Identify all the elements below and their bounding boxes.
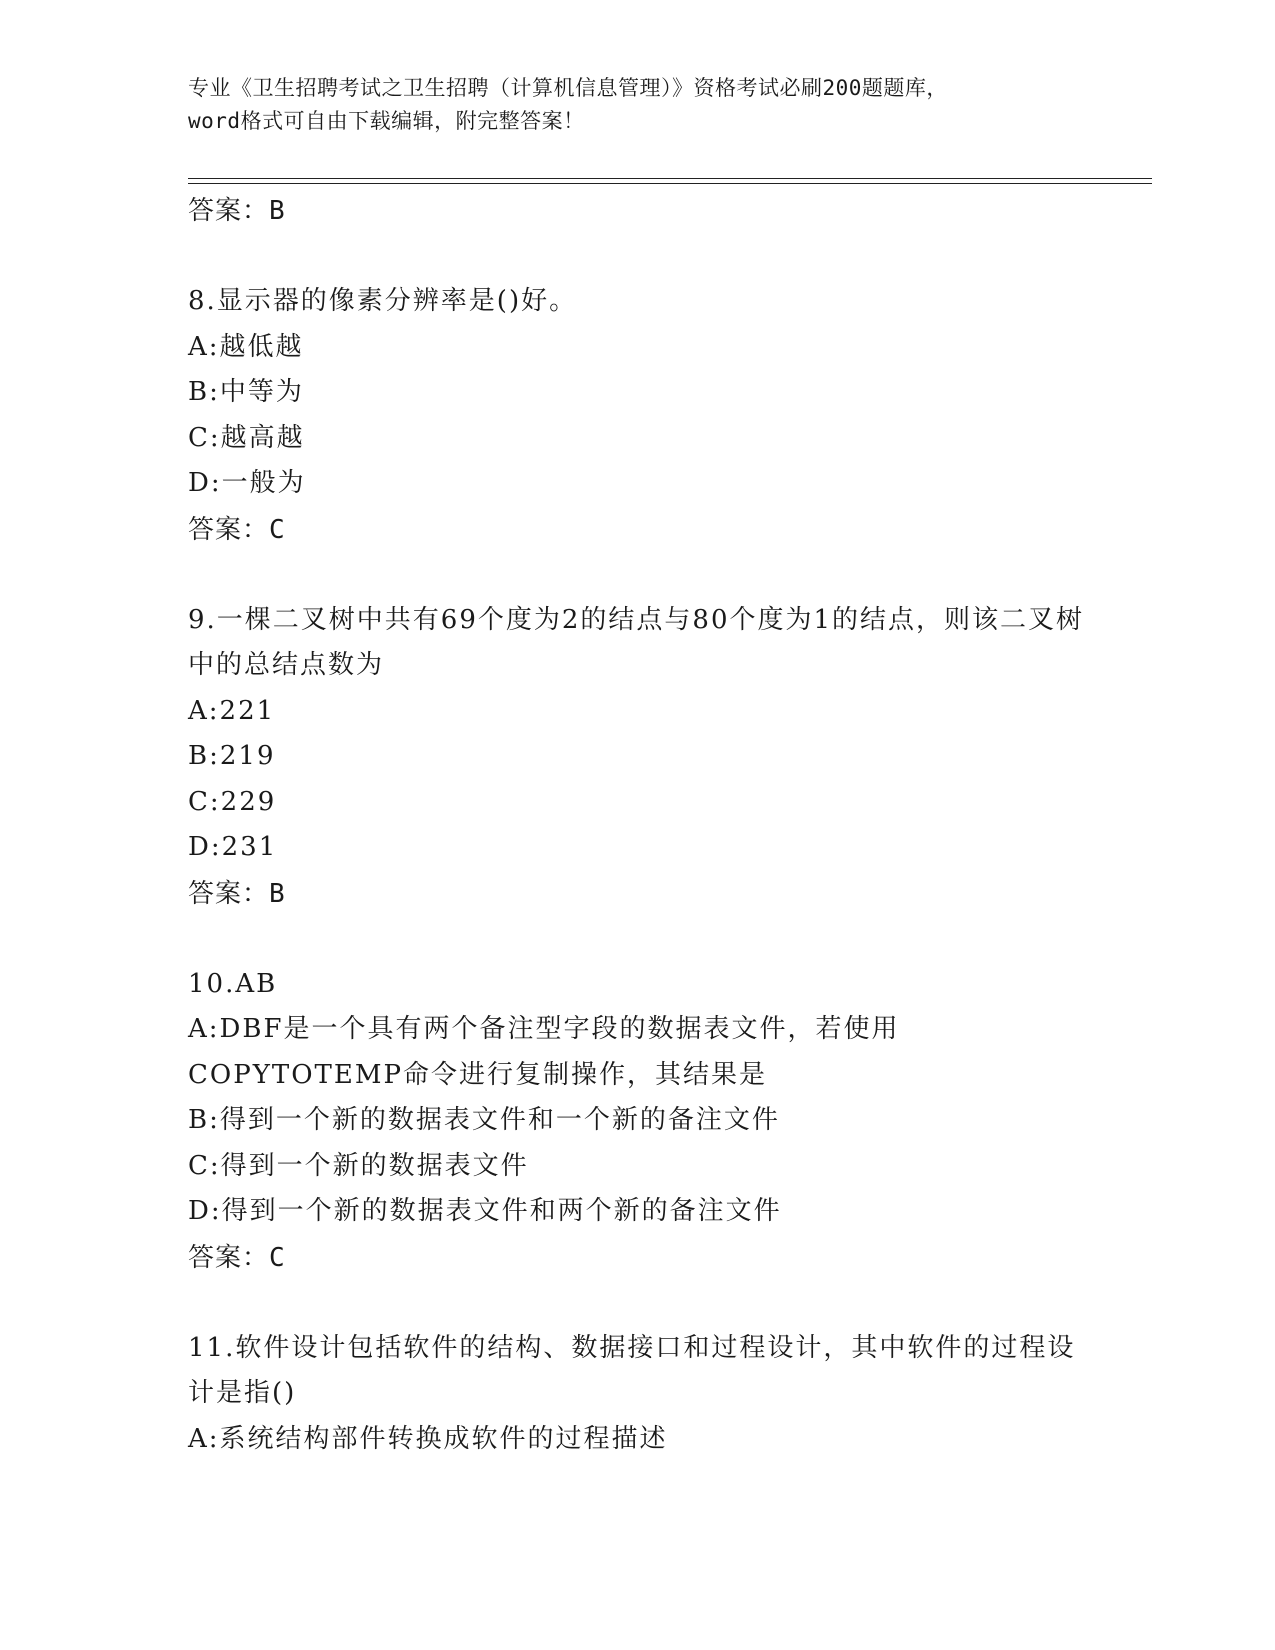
option-b xyxy=(188,1098,1088,1144)
option-letter: B: xyxy=(188,741,220,771)
option-text: 一般为 xyxy=(221,468,306,498)
option-letter: B: xyxy=(188,377,220,407)
option-text: 中等为 xyxy=(219,377,304,407)
document-body xyxy=(188,188,1088,1462)
answer-line: 答案：C xyxy=(188,514,286,545)
option-a xyxy=(188,325,1088,371)
header-rule-top xyxy=(188,178,1152,179)
option-letter: D: xyxy=(188,832,222,862)
option-d xyxy=(188,825,1088,871)
document-header xyxy=(188,72,1088,138)
question-text: 10.AB xyxy=(188,968,278,999)
option-b xyxy=(188,370,1088,416)
option-text: 219 xyxy=(219,741,276,771)
option-b xyxy=(188,734,1088,780)
option-text: 越高越 xyxy=(220,422,305,453)
option-letter: A: xyxy=(188,1014,220,1044)
option-c xyxy=(188,1144,1088,1190)
answer-line: 答案：C xyxy=(188,1242,286,1273)
question-text: 11.软件设计包括软件的结构、数据接口和过程设计，其中软件的过程设计是指() xyxy=(188,1332,1076,1408)
question-block xyxy=(188,598,1088,917)
option-d xyxy=(188,1189,1088,1235)
question-text: 9.一棵二叉树中共有69个度为2的结点与80个度为1的结点，则该二叉树中的总结点数为 xyxy=(188,604,1085,680)
option-text: 得到一个新的数据表文件和一个新的备注文件 xyxy=(219,1105,780,1135)
option-letter: D: xyxy=(188,468,222,498)
question-block xyxy=(188,962,1088,1281)
header-line-2: word格式可自由下载编辑，附完整答案！ xyxy=(188,109,585,133)
option-letter: A: xyxy=(188,695,220,726)
option-text: 得到一个新的数据表文件和两个新的备注文件 xyxy=(221,1196,782,1226)
option-text: 231 xyxy=(221,832,278,862)
question-block xyxy=(188,1326,1088,1463)
option-letter: C: xyxy=(188,422,221,453)
option-letter: D: xyxy=(188,1196,222,1226)
option-text: 229 xyxy=(220,786,277,817)
option-text: DBF是一个具有两个备注型字段的数据表文件，若使用COPYTOTEMP命令进行复制操作，其结果是 xyxy=(188,1014,900,1090)
option-text: 221 xyxy=(219,695,276,726)
option-text: 得到一个新的数据表文件 xyxy=(220,1150,529,1181)
header-rule-bottom xyxy=(188,183,1152,184)
option-text: 越低越 xyxy=(219,331,304,362)
option-letter: C: xyxy=(188,786,221,817)
answer-line: 答案：B xyxy=(188,878,286,909)
option-text: 系统结构部件转换成软件的过程描述 xyxy=(219,1423,668,1454)
option-letter: C: xyxy=(188,1150,221,1181)
option-c xyxy=(188,416,1088,462)
option-c xyxy=(188,780,1088,826)
option-a xyxy=(188,689,1088,735)
option-letter: A: xyxy=(188,331,220,362)
header-line-1: 专业《卫生招聘考试之卫生招聘（计算机信息管理）》资格考试必刷200题题库， xyxy=(188,76,948,100)
question-text: 8.显示器的像素分辨率是()好。 xyxy=(188,286,578,316)
option-letter: A: xyxy=(188,1423,220,1454)
question-block xyxy=(188,279,1088,553)
answer-line: 答案：B xyxy=(188,196,286,226)
option-a xyxy=(188,1007,1088,1098)
option-a xyxy=(188,1417,1088,1463)
option-letter: B: xyxy=(188,1105,220,1135)
option-d xyxy=(188,461,1088,507)
